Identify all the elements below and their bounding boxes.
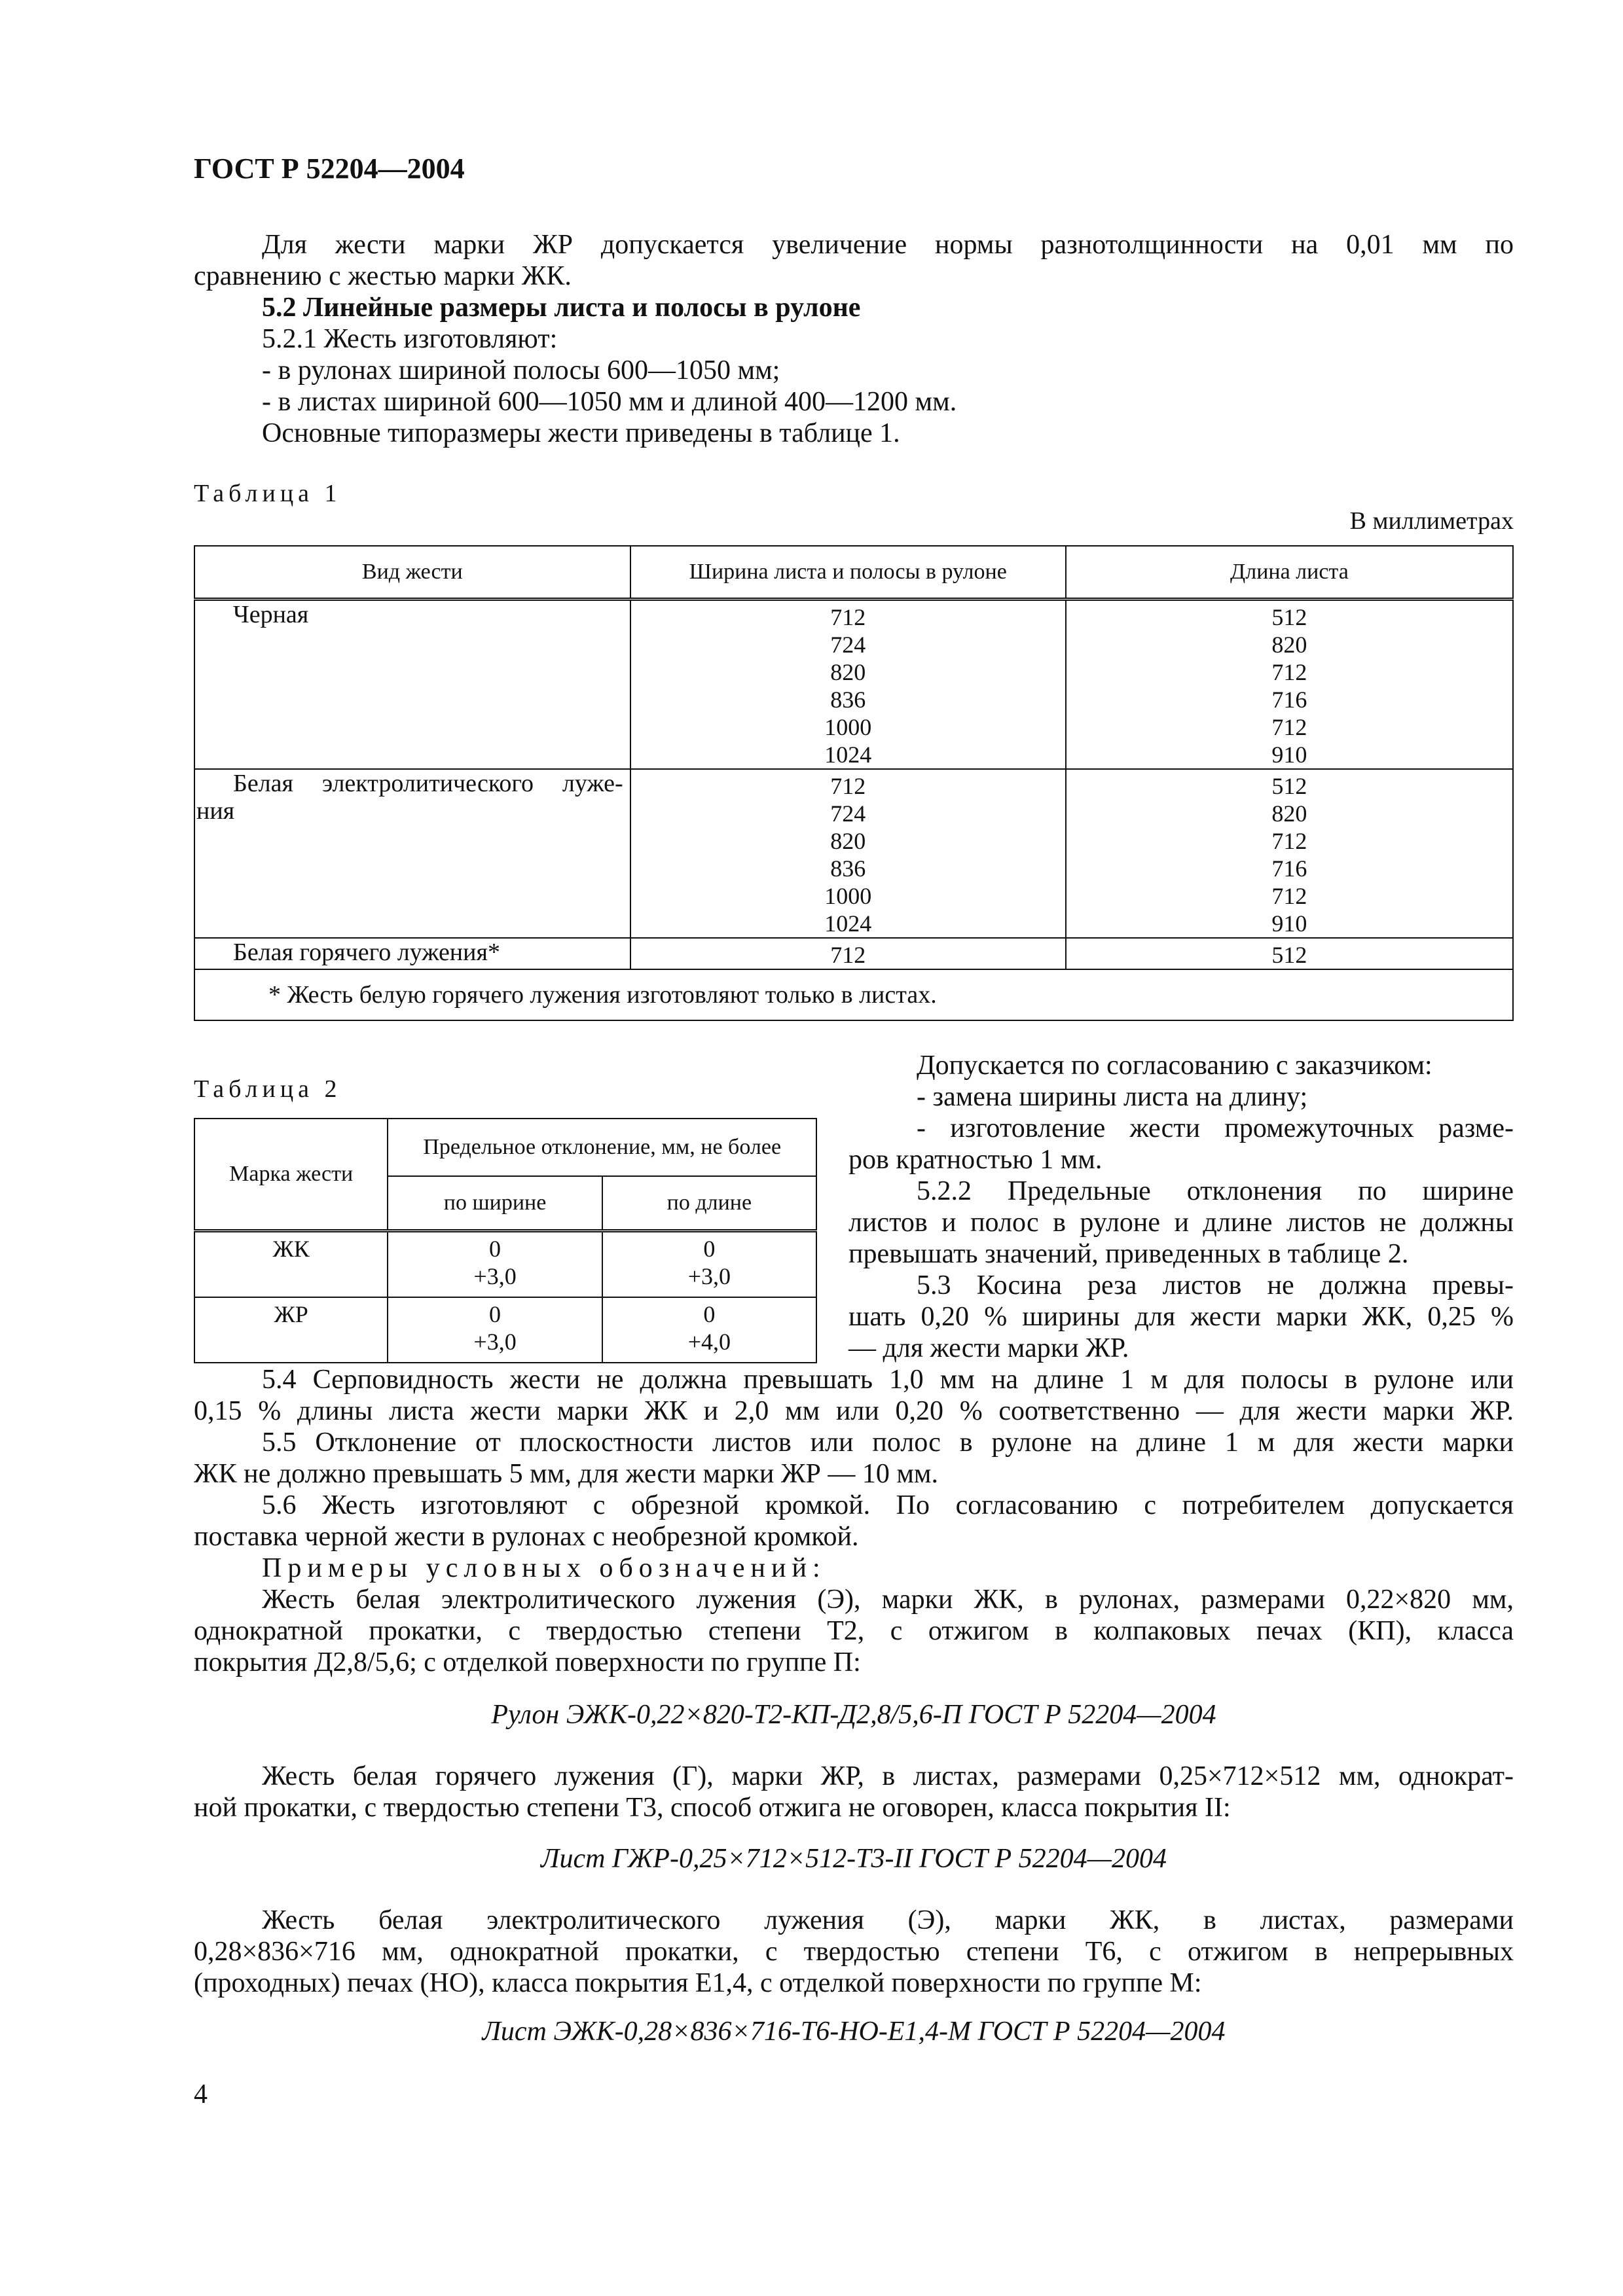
table1-width-value: 724 <box>830 632 866 658</box>
table-row <box>194 938 1513 969</box>
section-5-6-line-2: поставка черной жести в рулонах с необрезной кромкой. <box>194 1522 859 1552</box>
table1-width-value: 712 <box>830 942 866 968</box>
table2-length-cell <box>602 1297 816 1363</box>
example-1-line-1: Жесть белая электролитического лужения (Э), марки ЖК, в рулонах, размерами 0,22×820 мм, <box>262 1585 1514 1615</box>
table2-value: +3,0 <box>473 1329 517 1355</box>
section-5-6-line-1: 5.6 Жесть изготовляют с обрезной кромкой. По согласованию с потребителем допускается <box>262 1490 1514 1520</box>
section-5-2-1-tail: Основные типоразмеры жести приведены в таблице 1. <box>262 418 900 448</box>
table1-length-value: 512 <box>1271 604 1307 630</box>
example-3-line-3: (проходных) печах (НО), класса покрытия Е1,4, с отделкой поверхности по группе М: <box>194 1968 1202 1998</box>
table1-length-value: 512 <box>1271 942 1307 968</box>
table1-lengths-cell <box>1066 769 1513 938</box>
right-col-line-7: превышать значений, приведенных в таблице 2. <box>848 1239 1409 1269</box>
table1-width-value: 1024 <box>824 742 872 768</box>
table1-widths-cell <box>630 769 1066 938</box>
table2-caption: Таблица 2 <box>194 1075 342 1103</box>
section-5-2-1-item-1: - в рулонах шириной полосы 600—1050 мм; <box>262 355 780 386</box>
page-header-standard: ГОСТ Р 52204—2004 <box>194 152 465 185</box>
section-5-5-line-2: ЖК не должно превышать 5 мм, для жести марки ЖР — 10 мм. <box>194 1459 938 1489</box>
right-col-line-1: Допускается по согласованию с заказчиком: <box>917 1050 1432 1081</box>
table2-value: 0 <box>489 1301 501 1327</box>
table2-value: 0 <box>703 1301 716 1327</box>
table1-length-value: 910 <box>1271 742 1307 768</box>
section-5-2-1-item-2: - в листах шириной 600—1050 мм и длиной 400—1200 мм. <box>262 387 957 417</box>
example-1-line-2: однократной прокатки, с твердостью степени Т2, с отжигом в колпаковых печах (КП), класса <box>194 1616 1514 1646</box>
table2-header-mark: Марка жести <box>194 1119 388 1231</box>
table1-type-electrolytic-line2: ния <box>196 797 235 825</box>
right-col-line-8: 5.3 Косина реза листов не должна превы- <box>917 1270 1514 1300</box>
table1-length-value: 820 <box>1271 800 1307 827</box>
right-col-line-2: - замена ширины листа на длину; <box>917 1082 1308 1112</box>
table1-footnote-row <box>194 969 1513 1020</box>
table2-value: 0 <box>703 1236 716 1262</box>
section-5-5-line-1: 5.5 Отклонение от плоскостности листов или полос в рулоне на длине 1 м для жести марки <box>262 1427 1514 1458</box>
table1-widths-cell <box>630 600 1066 770</box>
table2-mark: ЖК <box>194 1231 388 1298</box>
table-row <box>194 1231 816 1298</box>
table1-length-value: 820 <box>1271 632 1307 658</box>
page-number: 4 <box>194 2079 208 2109</box>
table2 <box>194 1118 817 1363</box>
example-2-designation: Лист ГЖР-0,25×712×512-Т3-II ГОСТ Р 52204—2004 <box>541 1844 1167 1874</box>
table2-header-width: по ширине <box>388 1176 602 1231</box>
table1-header-width: Ширина листа и полосы в рулоне <box>630 546 1066 600</box>
examples-title: Примеры условных обозначений: <box>262 1553 826 1583</box>
table1-length-value: 512 <box>1271 773 1307 799</box>
table1-type-electrolytic <box>194 769 630 938</box>
table2-width-cell <box>388 1297 602 1363</box>
table1-width-value: 820 <box>830 659 866 685</box>
table1 <box>194 545 1514 1021</box>
table2-value: +3,0 <box>473 1263 517 1289</box>
table1-width-value: 712 <box>830 604 866 630</box>
table1-width-value: 836 <box>830 855 866 882</box>
table1-width-value: 1024 <box>824 910 872 937</box>
right-col-line-9: шать 0,20 % ширины для жести марки ЖК, 0,25 % <box>848 1302 1514 1332</box>
table-row <box>194 769 1513 938</box>
table1-width-value: 1000 <box>824 714 872 740</box>
table2-width-cell <box>388 1231 602 1298</box>
table1-length-value: 716 <box>1271 855 1307 882</box>
table2-value: +4,0 <box>687 1329 731 1355</box>
table1-header-length: Длина листа <box>1066 546 1513 600</box>
intro-line-1: Для жести марки ЖР допускается увеличение нормы разнотолщинности на 0,01 мм по <box>262 230 1514 260</box>
table1-caption: Таблица 1 <box>194 480 342 507</box>
table2-header-length: по длине <box>602 1176 816 1231</box>
table1-length-value: 712 <box>1271 828 1307 854</box>
table1-width-value: 836 <box>830 687 866 713</box>
table1-width-value: 820 <box>830 828 866 854</box>
section-5-4-line-2: 0,15 % длины листа жести марки ЖК и 2,0 мм или 0,20 % соответственно — для жести марки ЖР. <box>194 1396 1514 1426</box>
table1-widths-cell <box>630 938 1066 969</box>
example-2-line-2: ной прокатки, с твердостью степени Т3, способ отжига не оговорен, класса покрытия II: <box>194 1793 1231 1823</box>
right-col-line-10: — для жести марки ЖР. <box>848 1333 1129 1363</box>
table1-lengths-cell <box>1066 600 1513 770</box>
table1-length-value: 712 <box>1271 659 1307 685</box>
table1-length-value: 712 <box>1271 883 1307 909</box>
example-3-line-1: Жесть белая электролитического лужения (Э), марки ЖК, в листах, размерами <box>262 1905 1514 1935</box>
table1-type-electrolytic-line1: Белая электролитического луже- <box>233 770 623 797</box>
table1-header-type: Вид жести <box>194 546 630 600</box>
example-3-line-2: 0,28×836×716 мм, однократной прокатки, с твердостью степени Т6, с отжигом в непрерывных <box>194 1937 1514 1967</box>
example-2-line-1: Жесть белая горячего лужения (Г), марки ЖР, в листах, размерами 0,25×712×512 мм, однократ- <box>262 1761 1514 1791</box>
table1-units: В миллиметрах <box>1349 507 1514 535</box>
table1-header-row <box>194 546 1513 600</box>
table1-length-value: 716 <box>1271 687 1307 713</box>
table2-mark: ЖР <box>194 1297 388 1363</box>
right-col-line-3: - изготовление жести промежуточных разме- <box>917 1113 1514 1143</box>
section-5-4-line-1: 5.4 Серповидность жести не должна превышать 1,0 мм на длине 1 м для полосы в рулоне или <box>262 1365 1514 1395</box>
table1-lengths-cell <box>1066 938 1513 969</box>
table1-footnote: * Жесть белую горячего лужения изготовляют только в листах. <box>194 969 1513 1020</box>
table2-length-cell <box>602 1231 816 1298</box>
table1-width-value: 1000 <box>824 883 872 909</box>
example-1-designation: Рулон ЭЖК-0,22×820-Т2-КП-Д2,8/5,6-П ГОСТ Р 52204—2004 <box>491 1700 1216 1730</box>
table1-length-value: 910 <box>1271 910 1307 937</box>
example-1-line-3: покрытия Д2,8/5,6; с отделкой поверхности по группе П: <box>194 1647 861 1677</box>
intro-line-2: сравнению с жестью марки ЖК. <box>194 261 572 291</box>
section-5-2-title: 5.2 Линейные размеры листа и полосы в рулоне <box>262 293 861 323</box>
table1-width-value: 712 <box>830 773 866 799</box>
right-col-line-4: ров кратностью 1 мм. <box>848 1145 1103 1175</box>
table-row <box>194 1297 816 1363</box>
table1-width-value: 724 <box>830 800 866 827</box>
table1-length-value: 712 <box>1271 714 1307 740</box>
table-row <box>194 600 1513 770</box>
right-col-line-5: 5.2.2 Предельные отклонения по ширине <box>917 1176 1514 1206</box>
table1-type-black: Черная <box>194 600 630 770</box>
table2-value: 0 <box>489 1236 501 1262</box>
table2-value: +3,0 <box>687 1263 731 1289</box>
table2-header-row <box>194 1119 816 1176</box>
example-3-designation: Лист ЭЖК-0,28×836×716-Т6-НО-Е1,4-М ГОСТ Р 52204—2004 <box>482 2017 1226 2047</box>
section-5-2-1: 5.2.1 Жесть изготовляют: <box>262 324 558 354</box>
table1-type-hot-dip: Белая горячего лужения* <box>194 938 630 969</box>
table2-header-deviation: Предельное отклонение, мм, не более <box>388 1119 816 1176</box>
right-col-line-6: листов и полос в рулоне и длине листов не должны <box>848 1208 1514 1238</box>
